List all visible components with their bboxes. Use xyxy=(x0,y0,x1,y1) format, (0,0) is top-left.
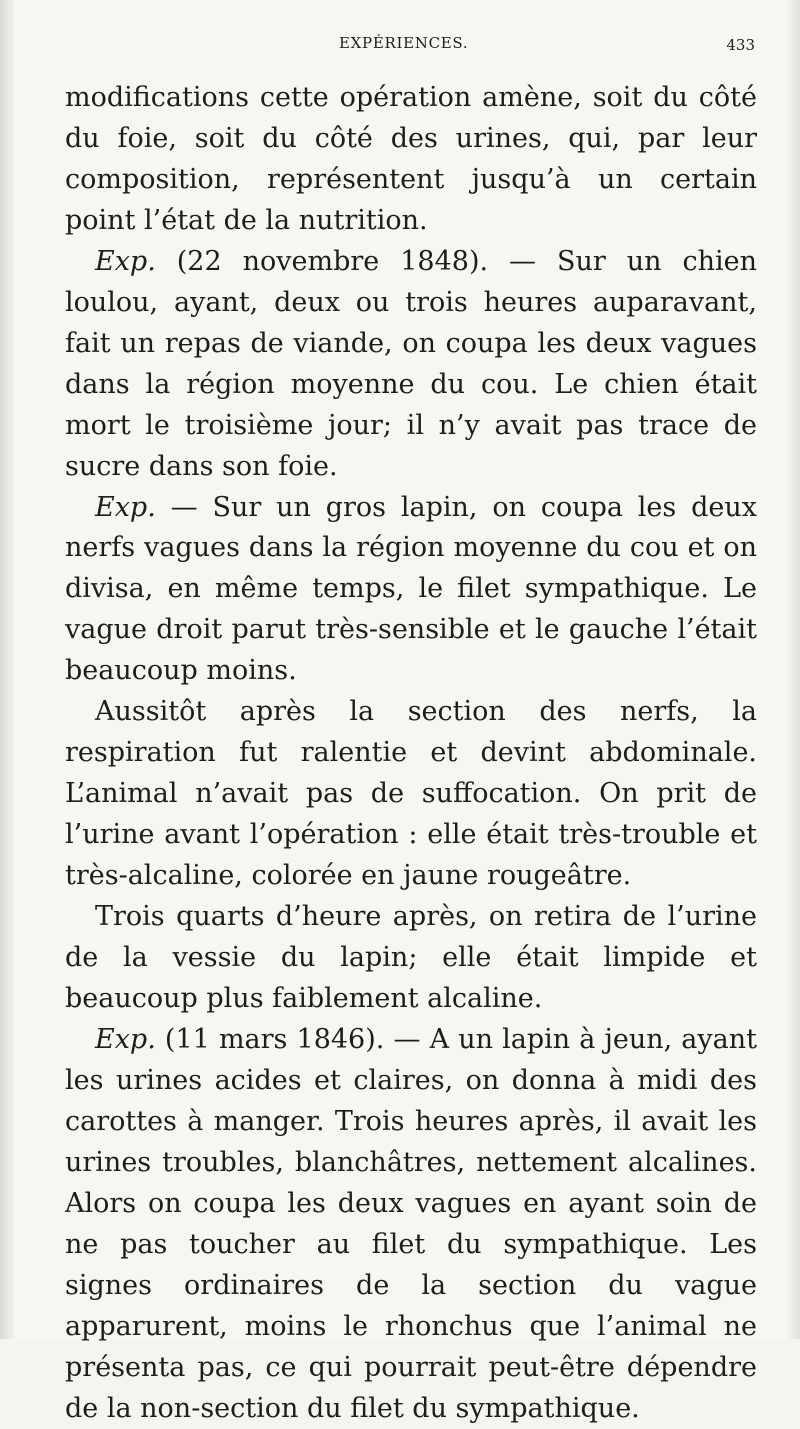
experiment-label: Exp. xyxy=(95,245,156,277)
paragraph xyxy=(65,1020,757,1429)
page-number: 433 xyxy=(726,36,755,54)
body-text xyxy=(65,78,757,1429)
paragraph xyxy=(65,897,757,1020)
paragraph xyxy=(65,242,757,488)
paragraph xyxy=(65,692,757,897)
page-right-shadow xyxy=(786,0,800,1339)
running-header xyxy=(0,34,800,58)
paragraph-text: Trois quarts d’heure après, on retira de l’urine de la vessie du lapin; elle était limpide et beaucoup plus faiblement alcaline. xyxy=(65,901,757,1014)
paragraph-text: modifications cette opération amène, soit du côté du foie, soit du côté des urines, qui, par leur composition, représentent jusqu’à un certain point l’état de la nutrition. xyxy=(65,82,757,236)
paragraph-text: (11 mars 1846). — A un lapin à jeun, ayant les urines acides et claires, on donna à midi des carottes à manger. Trois heures après, il avait les urines troubles, blanchâtres, nettement alcalines. Alors on coupa les deux vagues en ayant soin de ne pas toucher au filet du sympathique. Les signes ordinaires de la section du vague apparurent, moins le rhonchus que l’animal ne présenta pas, ce qui pourrait peut-être dépendre de la non-section du filet du sympathique. xyxy=(65,1023,757,1424)
experiment-label: Exp. xyxy=(95,1023,156,1055)
paragraph-text: — Sur un gros lapin, on coupa les deux nerfs vagues dans la région moyenne du cou et on divisa, en même temps, le filet sympathique. Le vague droit parut très-sensible et le gauche l’était beaucoup moins. xyxy=(65,491,757,687)
paragraph xyxy=(65,488,757,693)
experiment-label: Exp. xyxy=(95,491,156,523)
paragraph xyxy=(65,78,757,242)
page-left-shadow xyxy=(0,0,14,1339)
running-title: EXPÉRIENCES. xyxy=(339,34,469,52)
paragraph-text: Aussitôt après la section des nerfs, la respiration fut ralentie et devint abdominale. L’animal n’avait pas de suffocation. On prit de l’urine avant l’opération : elle était très-trouble et très-alcaline, colorée en jaune rougeâtre. xyxy=(65,696,757,892)
paragraph-text: (22 novembre 1848). — Sur un chien loulou, ayant, deux ou trois heures auparavant, fait un repas de viande, on coupa les deux vagues dans la région moyenne du cou. Le chien était mort le troisième jour; il n’y avait pas trace de sucre dans son foie. xyxy=(65,245,757,482)
